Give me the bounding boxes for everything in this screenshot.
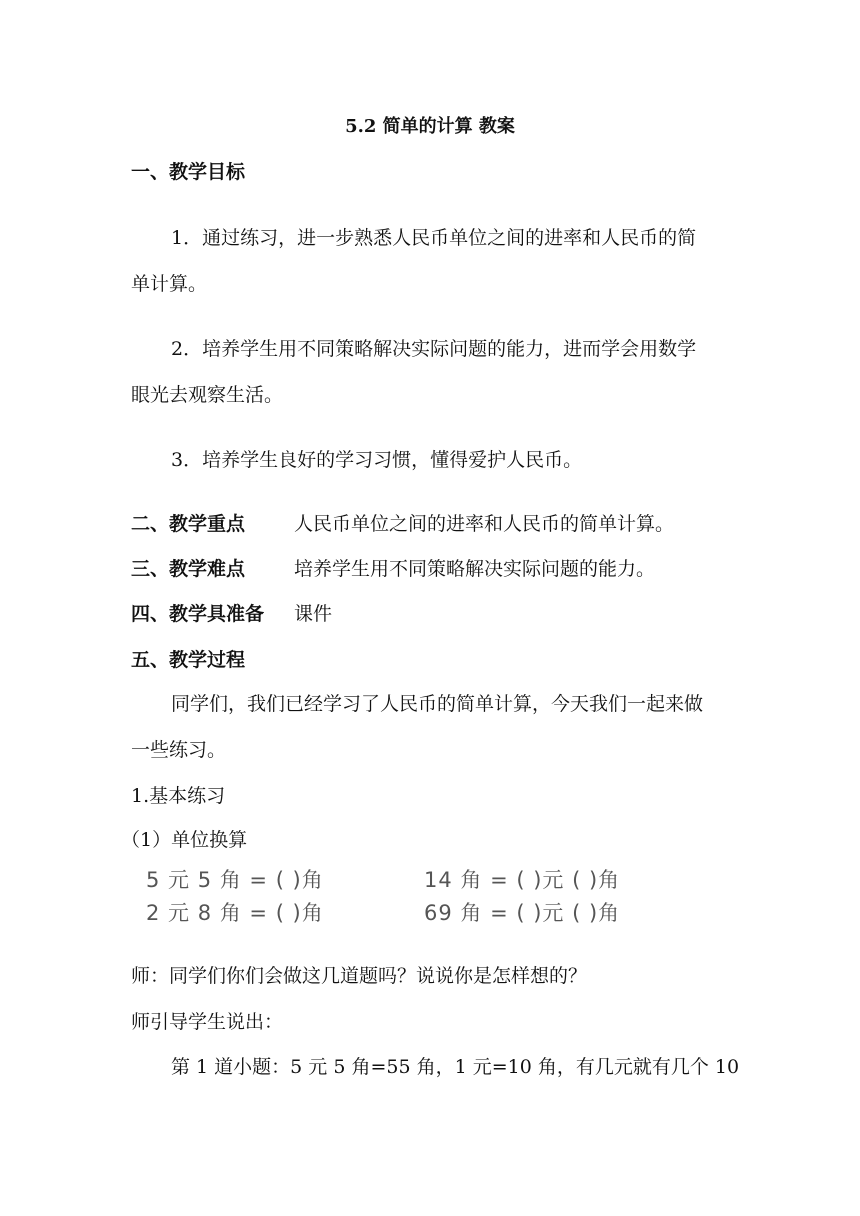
section-heading-materials: 四、教学具准备: [131, 603, 265, 625]
section-heading-process: 五、教学过程: [131, 649, 246, 671]
teacher-question: 师：同学们你们会做这几道题吗？说说你是怎样想的？: [131, 965, 588, 987]
teacher-guide: 师引导学生说出：: [131, 1011, 284, 1033]
basic-practice-heading: 1.基本练习: [131, 785, 226, 807]
unit-conversion-heading: （1）单位换算: [121, 829, 248, 851]
goal-3: 3．培养学生良好的学习习惯，懂得爱护人民币。: [171, 449, 583, 471]
answer-1: 第 1 道小题：5 元 5 角=55 角，1 元=10 角，有几元就有几个 10: [171, 1056, 740, 1078]
section-materials: [131, 600, 333, 628]
intro-line-2: 一些练习。: [131, 739, 227, 761]
document-title: 5.2 简单的计算 教案: [345, 116, 515, 137]
materials-text: 课件: [294, 603, 333, 625]
section-heading-key-points: 二、教学重点: [131, 513, 246, 535]
goal-2-line-2: 眼光去观察生活。: [131, 384, 284, 406]
section-heading-difficulties: 三、教学难点: [131, 558, 246, 580]
exercise-r2c2: 69 角 = ( )元 ( )角: [424, 901, 621, 925]
exercise-r1c2: 14 角 = ( )元 ( )角: [424, 868, 621, 892]
difficulties-text: 培养学生用不同策略解决实际问题的能力。: [294, 558, 656, 580]
section-heading-goals: 一、教学目标: [131, 161, 246, 183]
exercise-r1c1: 5 元 5 角 = ( )角: [146, 868, 324, 892]
section-key-points: [131, 510, 675, 538]
exercise-r2c1: 2 元 8 角 = ( )角: [146, 901, 324, 925]
goal-2-line-1: 2．培养学生用不同策略解决实际问题的能力，进而学会用数学: [171, 338, 697, 360]
key-points-text: 人民币单位之间的进率和人民币的简单计算。: [294, 513, 675, 535]
goal-1-line-1: 1．通过练习，进一步熟悉人民币单位之间的进率和人民币的简: [171, 227, 697, 249]
goal-1-line-2: 单计算。: [131, 273, 208, 295]
intro-line-1: 同学们，我们已经学习了人民币的简单计算，今天我们一起来做: [171, 693, 704, 715]
section-difficulties: [131, 555, 656, 583]
